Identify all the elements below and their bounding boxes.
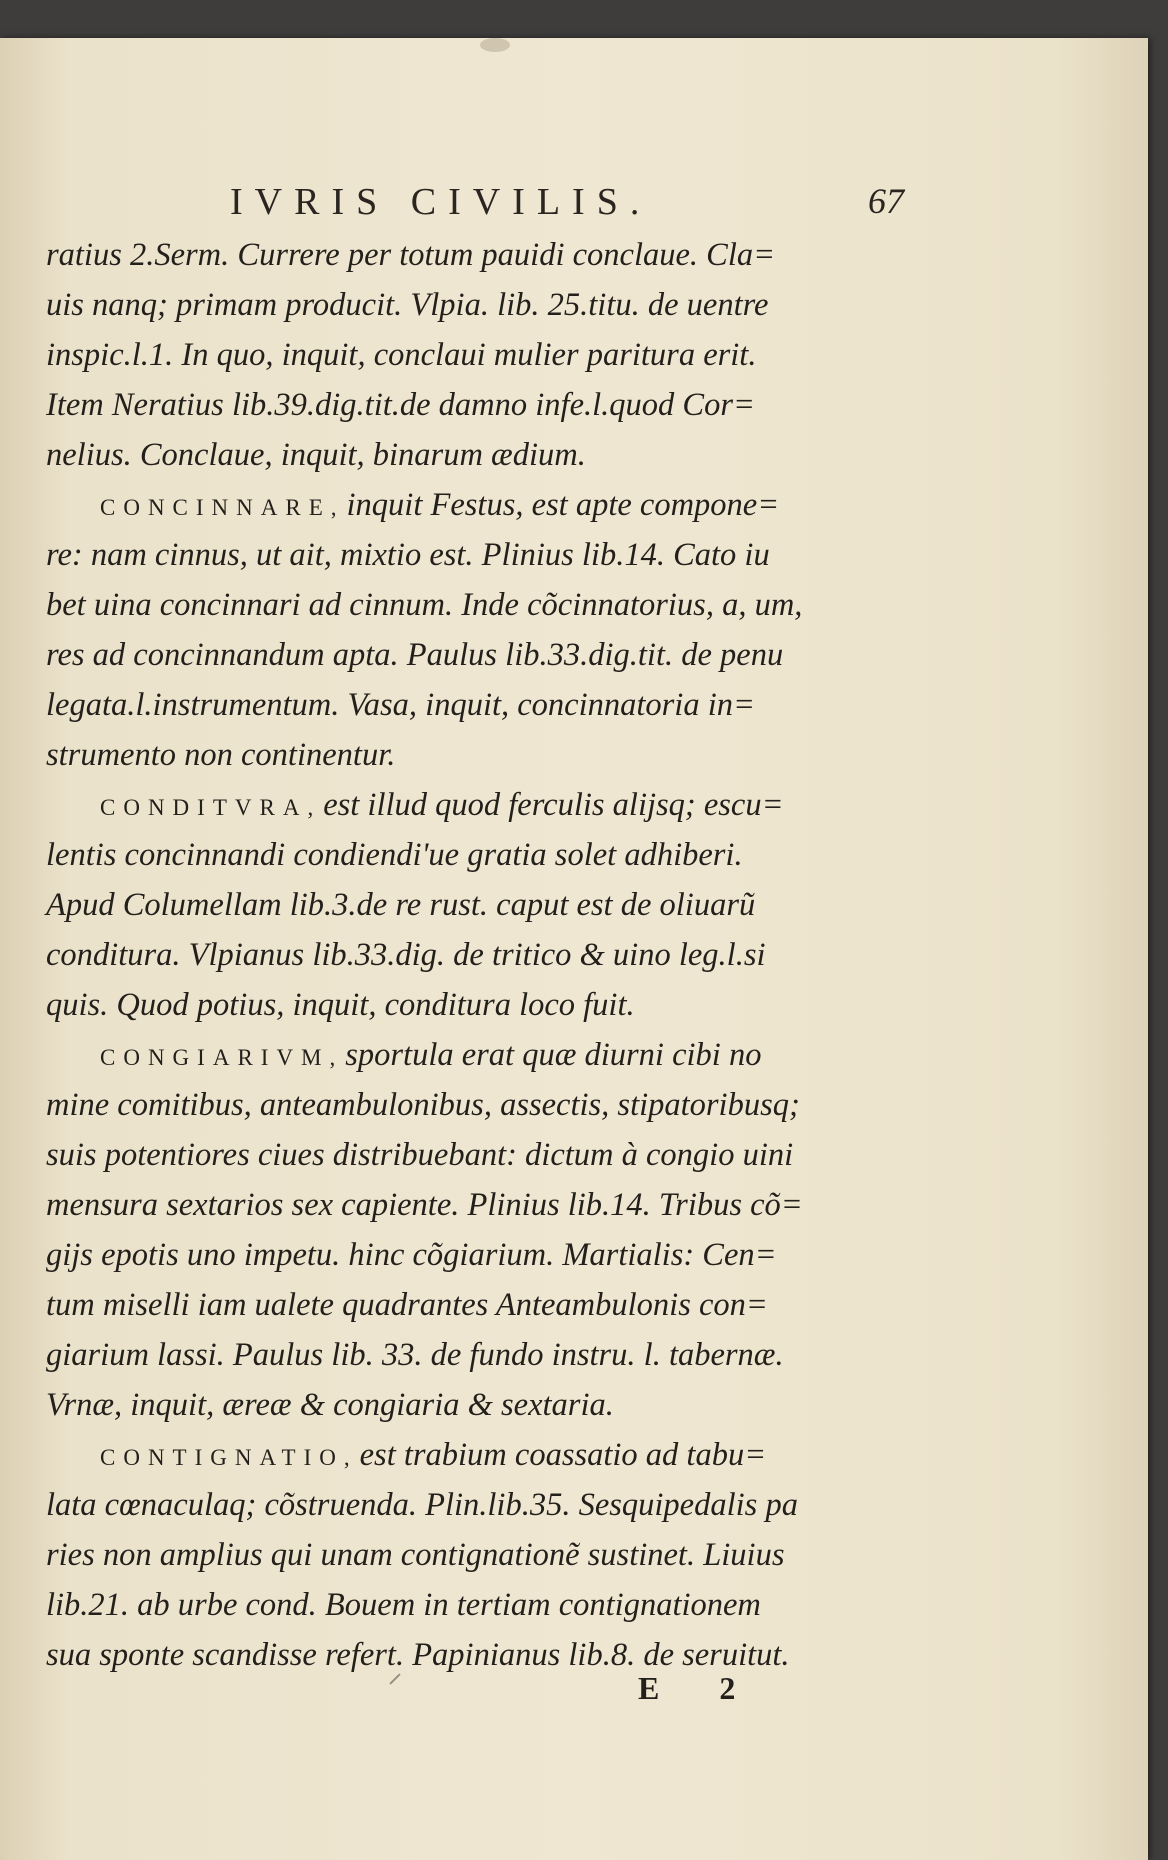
running-title: IVRIS CIVILIS. bbox=[230, 181, 652, 223]
entry-first-line bbox=[46, 780, 906, 830]
text-line: sua sponte scandisse refert. Papinianus lib.8. de seruitut. bbox=[46, 1637, 790, 1673]
text-line: sportula erat quæ diurni cibi no bbox=[345, 1037, 762, 1073]
text-line: mine comitibus, anteambulonibus, assectis, stipatoribusq; bbox=[46, 1087, 800, 1123]
text-line: ries non amplius qui unam contignationẽ sustinet. Liuius bbox=[46, 1537, 785, 1573]
paragraph-contignatio bbox=[46, 1430, 906, 1680]
text-line: suis potentiores ciues distribuebant: dictum à congio uini bbox=[46, 1137, 794, 1173]
running-head bbox=[0, 180, 1148, 223]
headword: CONDITVRA, bbox=[100, 795, 322, 820]
signature-mark: E 2 bbox=[638, 1670, 762, 1706]
paragraph-congiarium bbox=[46, 1030, 906, 1430]
text-line: Vrnæ, inquit, æreæ & congiaria & sextaria. bbox=[46, 1387, 614, 1423]
book-page bbox=[0, 38, 1148, 1860]
paragraph-ratius bbox=[46, 230, 906, 480]
text-line: inspic.l.1. In quo, inquit, conclaui mulier paritura erit. bbox=[46, 337, 757, 373]
headword: CONCINNARE, bbox=[100, 495, 345, 520]
body-text bbox=[46, 230, 906, 1680]
text-line: re: nam cinnus, ut ait, mixtio est. Plinius lib.14. Cato iu bbox=[46, 537, 770, 573]
text-line: lata cœnaculaq; cõstruenda. Plin.lib.35. Sesquipedalis pa bbox=[46, 1487, 798, 1523]
text-line: nelius. Conclaue, inquit, binarum ædium. bbox=[46, 437, 586, 473]
entry-first-line bbox=[46, 480, 906, 530]
headword: CONTIGNATIO, bbox=[100, 1445, 358, 1470]
page-number: 67 bbox=[868, 181, 904, 221]
paragraph-concinnare bbox=[46, 480, 906, 780]
entry-first-line bbox=[46, 1030, 906, 1080]
text-line: strumento non continentur. bbox=[46, 737, 396, 773]
text-line: Apud Columellam lib.3.de re rust. caput est de oliuarũ bbox=[46, 887, 756, 923]
text-line: lentis concinnandi condiendi'ue gratia solet adhiberi. bbox=[46, 837, 743, 873]
text-line: bet uina concinnari ad cinnum. Inde cõcinnatorius, a, um, bbox=[46, 587, 803, 623]
text-line: uis nanq; primam producit. Vlpia. lib. 25.titu. de uentre bbox=[46, 287, 769, 323]
text-line: est trabium coassatio ad tabu= bbox=[359, 1437, 767, 1473]
text-line: legata.l.instrumentum. Vasa, inquit, concinnatoria in= bbox=[46, 687, 755, 723]
paper-stain bbox=[480, 38, 510, 52]
text-line: lib.21. ab urbe cond. Bouem in tertiam contignationem bbox=[46, 1587, 761, 1623]
text-line: ratius 2.Serm. Currere per totum pauidi conclaue. Cla= bbox=[46, 237, 776, 273]
text-line: quis. Quod potius, inquit, conditura loco fuit. bbox=[46, 987, 635, 1023]
text-line: giarium lassi. Paulus lib. 33. de fundo instru. l. tabernæ. bbox=[46, 1337, 784, 1373]
text-line: est illud quod ferculis alijsq; escu= bbox=[323, 787, 784, 823]
text-line: Item Neratius lib.39.dig.tit.de damno infe.l.quod Cor= bbox=[46, 387, 755, 423]
text-line: conditura. Vlpianus lib.33.dig. de tritico & uino leg.l.si bbox=[46, 937, 766, 973]
text-line: res ad concinnandum apta. Paulus lib.33.dig.tit. de penu bbox=[46, 637, 784, 673]
text-line: tum miselli iam ualete quadrantes Anteambulonis con= bbox=[46, 1287, 768, 1323]
text-line: inquit Festus, est apte compone= bbox=[346, 487, 780, 523]
headword: CONGIARIVM, bbox=[100, 1045, 344, 1070]
paragraph-conditura bbox=[46, 780, 906, 1030]
text-line: mensura sextarios sex capiente. Plinius lib.14. Tribus cõ= bbox=[46, 1187, 803, 1223]
entry-first-line bbox=[46, 1430, 906, 1480]
text-line: gijs epotis uno impetu. hinc cõgiarium. Martialis: Cen= bbox=[46, 1237, 777, 1273]
